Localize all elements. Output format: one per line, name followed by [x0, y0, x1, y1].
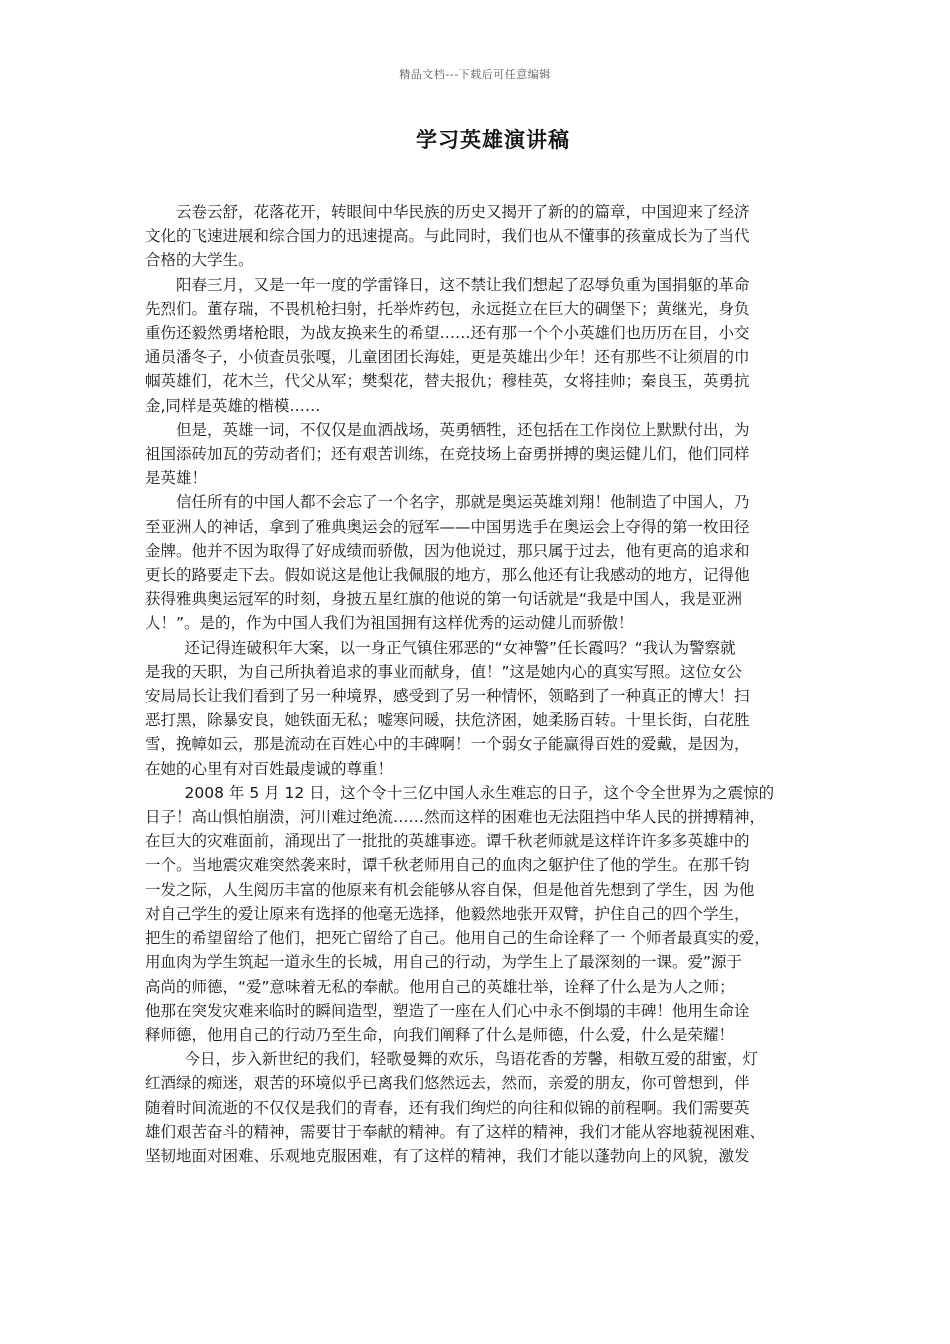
text-line: 红酒绿的痴迷，艰苦的环境似乎已离我们悠然远去，然而，亲爱的朋友，你可曾想到，伴 [145, 1074, 750, 1093]
paragraph [145, 200, 825, 273]
text-line: 对自己学生的爱让原来有选择的他毫无选择，他毅然地张开双臂，护住自己的四个学生， [145, 904, 750, 923]
text-line: 人！”。是的，作为中国人我们为祖国拥有这样优秀的运动健儿而骄傲！ [145, 614, 634, 633]
text-line: 释师德，他用自己的行动乃至生命，向我们阐释了什么是师德，什么爱，什么是荣耀！ [145, 1025, 735, 1044]
text-line: 合格的大学生。 [145, 251, 254, 270]
text-line: 获得雅典奥运冠军的时刻，身披五星红旗的他说的第一句话就是“我是中国人，我是亚洲 [145, 590, 743, 609]
text-line: 在巨大的灾难面前，涌现出了一批批的英雄事迹。谭千秋老师就是这样许许多多英雄中的 [145, 832, 750, 851]
text-line: 2008 年 5 月 12 日，这个令十三亿中国人永生难忘的日子，这个令全世界为之震惊的 [184, 783, 775, 802]
text-line: 重伤还毅然勇堵枪眼，为战友换来生的希望……还有那一个个小英雄们也历历在目，小交 [145, 324, 750, 343]
text-line: 雪，挽幛如云，那是流动在百姓心中的丰碑啊！一个弱女子能赢得百姓的爱戴，是因为， [145, 735, 750, 754]
paragraph [145, 273, 825, 418]
paragraph [145, 781, 825, 1047]
text-line: 但是，英雄一词，不仅仅是血洒战场，英勇牺牲，还包括在工作岗位上默默付出，为 [176, 420, 750, 439]
paragraph [145, 418, 825, 491]
paragraph [145, 636, 825, 781]
text-line: 他那在突发灾难来临时的瞬间造型，塑造了一座在人们心中永不倒塌的丰碑！他用生命诠 [145, 1001, 750, 1020]
text-line: 云卷云舒，花落花开，转眼间中华民族的历史又揭开了新的的篇章，中国迎来了经济 [176, 203, 750, 221]
text-line: 通员潘冬子，小侦查员张嘎，儿童团团长海娃，更是英雄出少年！还有那些不让须眉的巾 [145, 348, 750, 367]
text-line: 恶打黑，除暴安良，她铁面无私；嘘寒问暖，扶危济困，她柔肠百转。十里长街，白花胜 [145, 711, 750, 730]
text-line: 今日，步入新世纪的我们，轻歌曼舞的欢乐，鸟语花香的芳馨，相敬互爱的甜蜜，灯 [184, 1050, 759, 1069]
paragraph [145, 490, 825, 635]
text-line: 更长的路要走下去。假如说这是他让我佩服的地方，那么他还有让我感动的地方，记得他 [145, 566, 750, 585]
text-line: 至亚洲人的神话，拿到了雅典奥运会的冠军——中国男选手在奥运会上夺得的第一枚田径 [145, 517, 750, 536]
text-line: 信任所有的中国人都不会忘了一个名字，那就是奥运英雄刘翔！他制造了中国人，乃 [176, 493, 750, 512]
text-line: 先烈们。董存瑞，不畏机枪扫射，托举炸药包，永远挺立在巨大的碉堡下；黄继光，身负 [145, 299, 750, 318]
text-line: 把生的希望留给了他们，把死亡留给了自己。他用自己的生命诠释了一 个师者最真实的爱， [145, 929, 770, 948]
paragraph [145, 1047, 825, 1168]
text-line: 随着时间流逝的不仅仅是我们的青春，还有我们绚烂的向往和似锦的前程啊。我们需要英 [145, 1098, 750, 1117]
text-line: 用血肉为学生筑起一道永生的长城，用自己的行动，为学生上了最深刻的一课。爱”源于 [145, 953, 743, 972]
text-line: 阳春三月，又是一年一度的学雷锋日，这不禁让我们想起了忍辱负重为国捐躯的革命 [176, 275, 750, 294]
text-line: 一发之际，人生阅历丰富的他原来有机会能够从容自保，但是他首先想到了学生，因 为他 [145, 880, 755, 899]
text-line: 安局局长让我们看到了另一种境界，感受到了另一种情怀，领略到了一种真正的博大！扫 [145, 687, 750, 706]
text-line: 日子！高山惧怕崩溃，河川难过绝流……然而这样的困难也无法阻挡中华人民的拼搏精神， [145, 808, 766, 827]
document-body [145, 200, 825, 1168]
document-title: 学习英雄演讲稿 [416, 128, 570, 152]
text-line: 帼英雄们，花木兰，代父从军；樊梨花，替夫报仇；穆桂英，女将挂帅；秦良玉，英勇抗 [145, 372, 750, 391]
text-line: 是我的天职，为自己所执着追求的事业而献身，值！”这是她内心的真实写照。这位女公 [145, 662, 743, 681]
text-line: 高尚的师德，“爱”意味着无私的奉献。他用自己的英雄壮举，诠释了什么是为人之师； [145, 977, 735, 996]
text-line: 金,同样是英雄的楷模…… [145, 396, 321, 415]
text-line: 文化的飞速进展和综合国力的迅速提高。与此同时，我们也从不懂事的孩童成长为了当代 [145, 227, 750, 246]
text-line: 坚韧地面对困难、乐观地克服困难，有了这样的精神，我们才能以蓬勃向上的风貌，激发 [145, 1146, 750, 1165]
page-header: 精品文档---下载后可任意编辑 [399, 68, 551, 81]
text-line: 金牌。他并不因为取得了好成绩而骄傲，因为他说过，那只属于过去，他有更高的追求和 [145, 541, 750, 560]
text-line: 是英雄！ [145, 469, 208, 488]
text-line: 祖国添砖加瓦的劳动者们；还有艰苦训练，在竞技场上奋勇拼搏的奥运健儿们，他们同样 [145, 445, 750, 464]
text-line: 还记得连破积年大案，以一身正气镇住邪恶的“女神警”任长霞吗？“我认为警察就 [184, 638, 736, 657]
text-line: 一个。当地震灾难突然袭来时，谭千秋老师用自己的血肉之躯护住了他的学生。在那千钧 [145, 856, 750, 875]
text-line: 雄们艰苦奋斗的精神，需要甘于奉献的精神。有了这样的精神，我们才能从容地藐视困难、 [145, 1122, 766, 1141]
text-line: 在她的心里有对百姓最虔诚的尊重！ [145, 759, 394, 778]
